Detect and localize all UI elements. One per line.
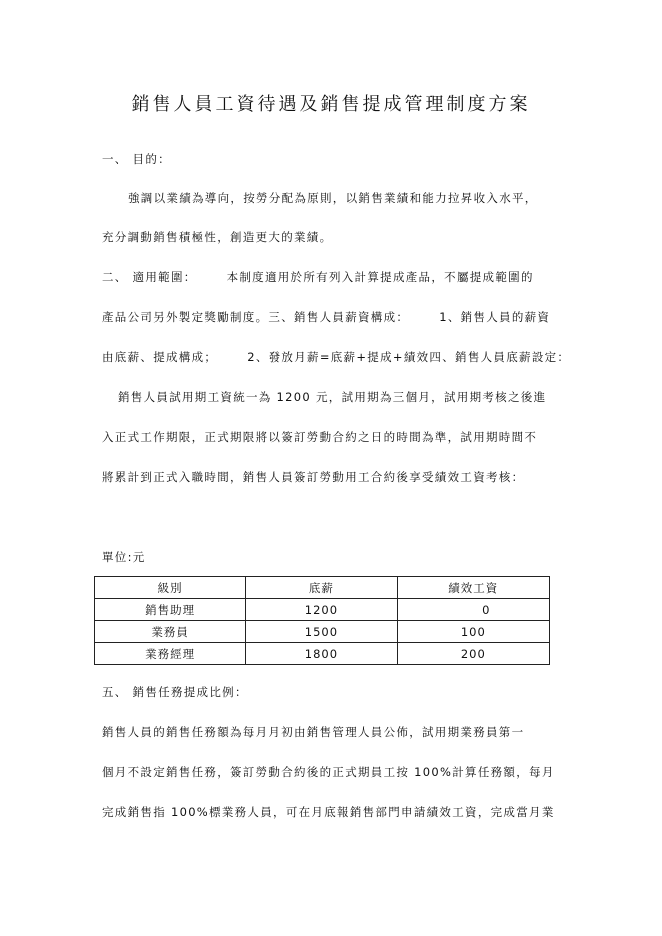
section-1-line-2: 充分調動銷售積極性，創造更大的業績。 [102, 230, 333, 244]
table-header-cell: 績效工資 [397, 577, 549, 599]
table-cell: 銷售助理 [95, 599, 246, 621]
table-header-row [95, 577, 550, 599]
section-3-line [102, 349, 570, 365]
salary-table [94, 576, 550, 665]
section-2-label: 二、 適用範圍： [102, 270, 197, 284]
table-cell: 業務員 [95, 621, 246, 643]
table-cell: 1500 [246, 621, 397, 643]
section-5-line-1: 銷售人員的銷售任務額為每月月初由銷售管理人員公佈，試用期業務員第一 [102, 725, 525, 739]
section-3-item-2: 2、發放月薪=底薪+提成+績效四、銷售人員底薪設定： [247, 350, 571, 364]
section-2-text-2: 產品公司另外製定獎勵制度。三、銷售人員薪資構成： [102, 310, 410, 324]
table-cell: 1200 [246, 599, 397, 621]
table-header-cell: 底薪 [246, 577, 397, 599]
section-2-line-1 [102, 269, 534, 285]
section-2-text: 本制度適用於所有列入計算提成產品，不屬提成範圍的 [226, 270, 534, 284]
table-cell: 200 [397, 643, 549, 665]
table-row [95, 621, 550, 643]
document-title: 銷售人員工資待遇及銷售提成管理制度方案 [131, 94, 531, 115]
table-header-cell: 級別 [95, 577, 246, 599]
section-3-item-1: 1、銷售人員的薪資 [439, 310, 551, 324]
unit-label: 單位:元 [102, 550, 146, 564]
section-5-line-3: 完成銷售指 100%標業務人員，可在月底報銷售部門申請績效工資，完成當月業 [102, 805, 555, 819]
section-3-text: 由底薪、提成構成； [102, 350, 218, 364]
section-5-heading: 五、 銷售任務提成比例： [102, 685, 248, 699]
section-1-line-1: 強調以業績為導向，按勞分配為原則，以銷售業績和能力拉昇收入水平， [128, 191, 538, 205]
section-5-line-2: 個月不設定銷售任務，簽訂勞動合約後的正式期員工按 100%計算任務額，每月 [102, 765, 555, 779]
section-2-line-2 [102, 309, 550, 325]
table-row [95, 643, 550, 665]
table-cell: 業務經理 [95, 643, 246, 665]
section-4-line-1: 銷售人員試用期工資統一為 1200 元，試用期為三個月，試用期考核之後進 [118, 390, 547, 404]
table-cell: 100 [397, 621, 549, 643]
section-4-line-2: 入正式工作期限，正式期限將以簽訂勞動合約之日的時間為準，試用期時間不 [102, 430, 538, 444]
section-1-heading: 一、 目的： [102, 152, 171, 166]
table-cell: 0 [397, 599, 549, 621]
section-4-line-3: 將累計到正式入職時間，銷售人員簽訂勞動用工合約後享受績效工資考核： [102, 470, 525, 484]
table-row [95, 599, 550, 621]
table-cell: 1800 [246, 643, 397, 665]
